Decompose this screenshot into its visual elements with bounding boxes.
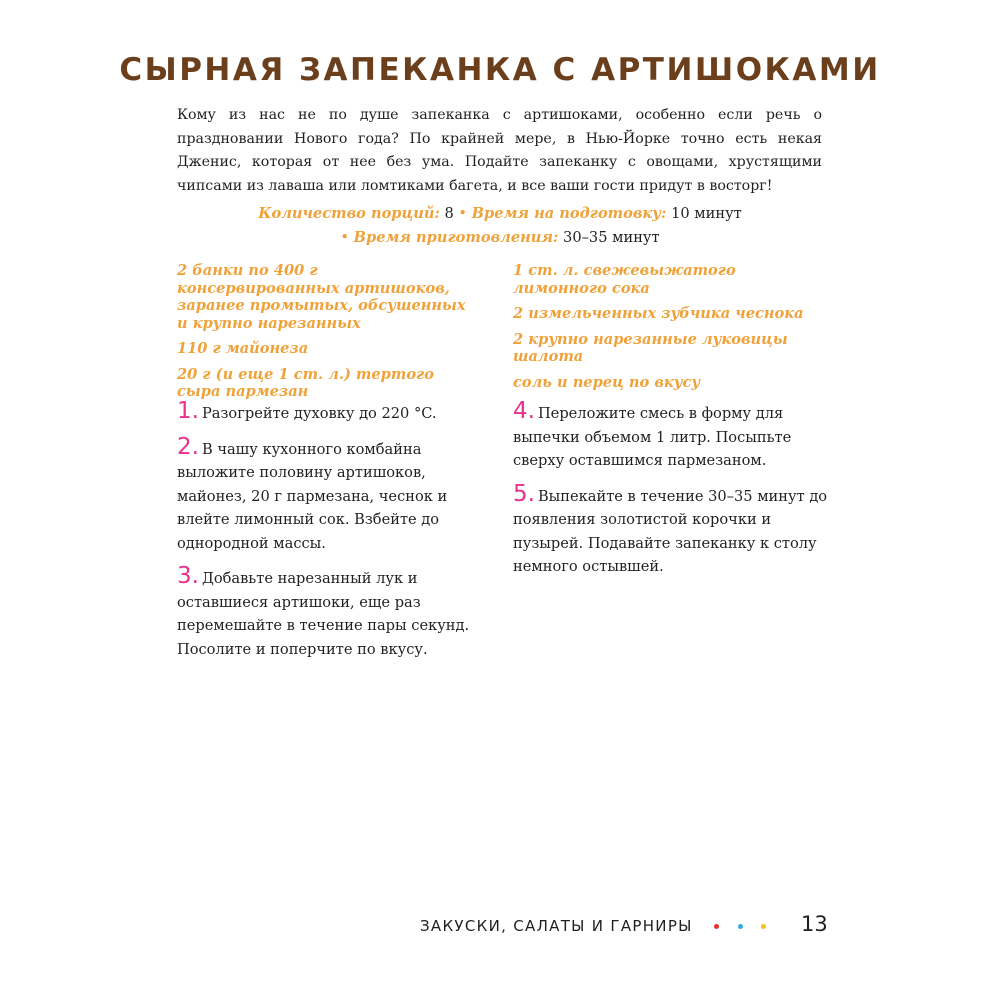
step-number: 2. <box>177 433 199 460</box>
blue-dot-icon <box>738 924 743 929</box>
cook-time-value: 30–35 минут <box>563 229 660 246</box>
step-number: 4. <box>513 398 535 424</box>
yellow-dot-icon <box>761 924 766 929</box>
step-number: 3. <box>177 563 199 589</box>
servings-label: Количество порций: <box>258 205 440 222</box>
servings-value: 8 <box>444 205 454 222</box>
prep-time-value: 10 минут <box>671 205 742 222</box>
step-text: Выпекайте в течение 30–35 минут до появления золотистой корочки и пузырей. Подавайте запеканку к столу немного остывшей. <box>513 487 828 575</box>
step-text: В чашу кухонного комбайна выложите половину артишоков, майонез, 20 г пармезана, чеснок и влейте лимонный сок. Взбейте до однородной массы. <box>177 440 448 552</box>
page-footer <box>420 912 830 942</box>
recipe-intro: Кому из нас не по душе запеканка с артишоками, особенно если речь о праздновании Нового года? По крайней мере, в Нью-Йорке точно есть некая Дженис, которая от нее без ума. Подайте запеканку с овощами, хрустящими чипсами из лаваша или ломтиками багета, и все ваши гости придут в восторг! <box>177 107 822 194</box>
step-3 <box>177 565 492 661</box>
ingredient-item: 110 г майонеза <box>177 340 309 357</box>
step-number: 1. <box>177 398 199 424</box>
ingredient-item: 1 ст. л. свежевыжатого лимонного сока <box>513 262 736 297</box>
prep-time-label: Время на подготовку: <box>471 205 667 222</box>
ingredient-item: 2 банки по 400 г консервированных артишоков, заранее промытых, обсушенных и крупно нарезанных <box>177 262 466 332</box>
ingredients-left-column <box>177 262 477 409</box>
ingredient-item: 2 крупно нарезанные луковицы шалота <box>513 330 788 365</box>
step-text: Разогрейте духовку до 220 °C. <box>201 405 437 422</box>
step-text: Переложите смесь в форму для выпечки объемом 1 литр. Посыпьте сверху оставшимся пармезаном. <box>513 405 792 469</box>
meta-line-1 <box>0 202 1000 226</box>
red-dot-icon <box>714 924 719 929</box>
step-2 <box>177 433 492 556</box>
cook-time-label: Время приготовления: <box>353 229 559 246</box>
page-number: 13 <box>801 912 828 936</box>
step-4 <box>513 400 828 473</box>
step-1 <box>177 400 492 426</box>
steps-right-column <box>513 400 828 589</box>
meta-line-2 <box>0 226 1000 250</box>
ingredients-right-column <box>513 262 833 399</box>
step-text: Добавьте нарезанный лук и оставшиеся артишоки, еще раз перемешайте в течение пары секунд. Посолите и поперчите по вкусу. <box>177 570 470 658</box>
ingredient-item: 20 г (и еще 1 ст. л.) тертого сыра пармезан <box>177 365 435 400</box>
ingredient-item: 2 измельченных зубчика чеснока <box>513 305 804 322</box>
step-number: 5. <box>513 480 535 507</box>
meta-separator: • <box>340 229 350 246</box>
meta-separator: • <box>458 205 468 222</box>
ingredient-item: соль и перец по вкусу <box>513 373 701 391</box>
recipe-meta <box>0 202 1000 250</box>
steps-left-column <box>177 400 492 671</box>
recipe-title: СЫРНАЯ ЗАПЕКАНКА С АРТИШОКАМИ <box>119 52 881 88</box>
section-title: ЗАКУСКИ, САЛАТЫ И ГАРНИРЫ <box>420 917 693 935</box>
step-5 <box>513 480 828 579</box>
